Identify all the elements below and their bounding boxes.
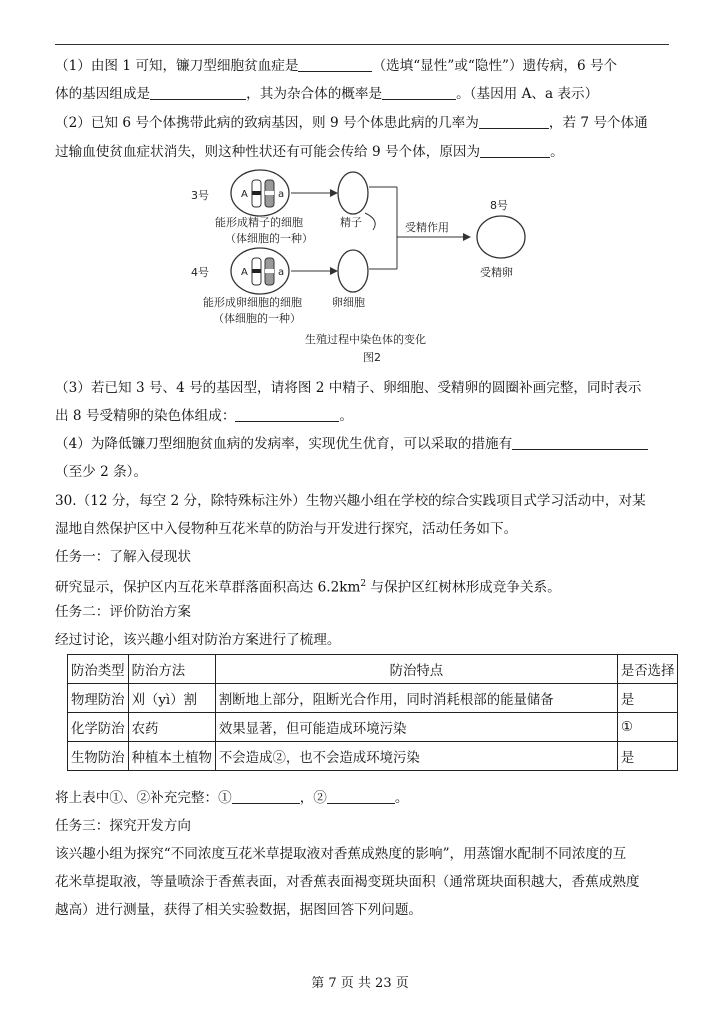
q4-line1: （4）为降低镰刀型细胞贫血病的发病率，实现优生优育，可以采取的措施有 [55,434,669,454]
label-4: 4号 [191,266,209,279]
table-row [68,713,678,742]
table-cell: 物理防治 [68,684,129,713]
table-cell: 不会造成②，也不会造成环境污染 [215,742,617,771]
task-3-p3: 越高）进行测量，获得了相关实验数据，据图回答下列问题。 [55,902,423,918]
task-3-p2: 花米草提取液，等量喷涂于香蕉表面，对香蕉表面褐变斑块面积（通常斑块面积越大，香蕉成熟度 [55,874,640,890]
answer-blank [232,789,300,804]
q3-line2: 出 8 号受精卵的染色体组成： 。 [55,408,354,424]
discussion-line: 经过讨论，该兴趣小组对防治方案进行了梳理。 [55,632,341,648]
table-cell: 割断地上部分，阻断光合作用，同时消耗根部的能量储备 [215,684,617,713]
answer-blank [382,85,456,100]
q1-line2: 体的基因组成是 ，其为杂合体的概率是 。（基因用 A、a 表示） [55,86,599,102]
task-3-p1: 该兴趣小组为探究“不同浓度互花米草提取液对香蕉成熟度的影响”，用蒸馏水配制不同浓度的互 [55,846,627,862]
table-header-row [68,655,678,684]
task-3-heading: 任务三：探究开发方向 [55,818,191,834]
table-row [68,742,678,771]
answer-blank [298,57,372,72]
page-footer: 第 7 页 共 23 页 [311,976,409,991]
table-row [68,684,678,713]
task-1-heading: 任务一：了解入侵现状 [55,549,191,565]
egg-label: 卵细胞 [332,296,365,309]
sperm-circle [338,172,368,214]
table-cell: 是 [617,684,678,713]
sperm-cell-label: 能形成精子的细胞 [215,216,303,229]
table-header-cell: 是否选择 [617,655,678,684]
answer-blank [480,143,550,158]
answer-blank [327,789,395,804]
table-header-cell: 防治方法 [128,655,215,684]
gene-band [252,191,261,195]
table-cell: 种植本土植物 [128,742,215,771]
q30-line1: 30.（12 分，每空 2 分，除特殊标注外）生物兴趣小组在学校的综合实践项目式学习活动中，对某 [55,493,646,509]
egg-circle [338,250,368,292]
table-header-cell: 防治类型 [68,655,129,684]
q1-line1: （1）由图 1 可知，镰刀型细胞贫血症是 （选填“显性”或“隐性”）遗传病，6 号个 [55,58,618,74]
table-cell: 效果显著，但可能造成环境污染 [215,713,617,742]
q3-line1: （3）若已知 3 号、4 号的基因型，请将图 2 中精子、卵细胞、受精卵的圆圈补画完整，同时表示 [55,380,642,396]
body-cell-label-1: （体细胞的一种） [225,232,313,245]
connector [365,213,375,230]
label-3: 3号 [191,189,209,202]
table-header-cell: 防治特点 [215,655,617,684]
answer-blank [479,114,549,129]
figure-caption: 生殖过程中染色体的变化 [305,333,426,346]
arrow-head [463,233,471,241]
figure-number: 图2 [363,351,381,364]
gene-A-label: A [241,189,248,200]
fill-line: 将上表中①、②补充完整：① ，② 。 [55,790,409,806]
header-rule [55,44,669,45]
gene-A-label: A [241,267,248,278]
control-plan-table [67,654,678,771]
body-cell-label-2: （体细胞的一种） [213,312,301,325]
arrow-head [330,267,338,275]
sperm-label: 精子 [340,216,362,229]
label-8: 8号 [490,199,508,212]
q2-line2: 过输血使贫血症状消失，则这种性状还有可能会传给 9 号个体，原因为 。 [55,144,564,160]
zygote-circle [477,216,525,258]
table-cell: 是 [617,742,678,771]
gene-band [265,269,274,273]
fertilization-label: 受精作用 [405,221,449,234]
arrow-head [330,189,338,197]
gene-a-label: a [278,189,285,200]
answer-blank [235,407,339,422]
answer-blank [512,435,648,450]
table-cell: 刈（yì）割 [128,684,215,713]
table-cell: 农药 [128,713,215,742]
gene-band [252,269,261,273]
table-cell: 化学防治 [68,713,129,742]
egg-cell-label: 能形成卵细胞的细胞 [203,296,302,309]
gene-a-label: a [278,267,285,278]
q30-line2: 湿地自然保护区中入侵物种互花米草的防治与开发进行探究，活动任务如下。 [55,521,518,537]
figure-2-diagram [175,165,555,370]
gene-band [265,191,274,195]
table-cell: ① [617,713,678,742]
answer-blank [150,85,246,100]
task-2-heading: 任务二：评价防治方案 [55,604,191,620]
zygote-label: 受精卵 [480,266,513,279]
q2-line1: （2）已知 6 号个体携带此病的致病基因，则 9 号个体患此病的几率为 ，若 7 号个体通 [55,115,648,131]
table-cell: 生物防治 [68,742,129,771]
q4-line2: （至少 2 条）。 [55,464,148,480]
research-line: 研究显示，保护区内互花米草群落面积高达 $6.2km^2$ 与保护区红树林形成竞争关系。 [55,579,561,596]
